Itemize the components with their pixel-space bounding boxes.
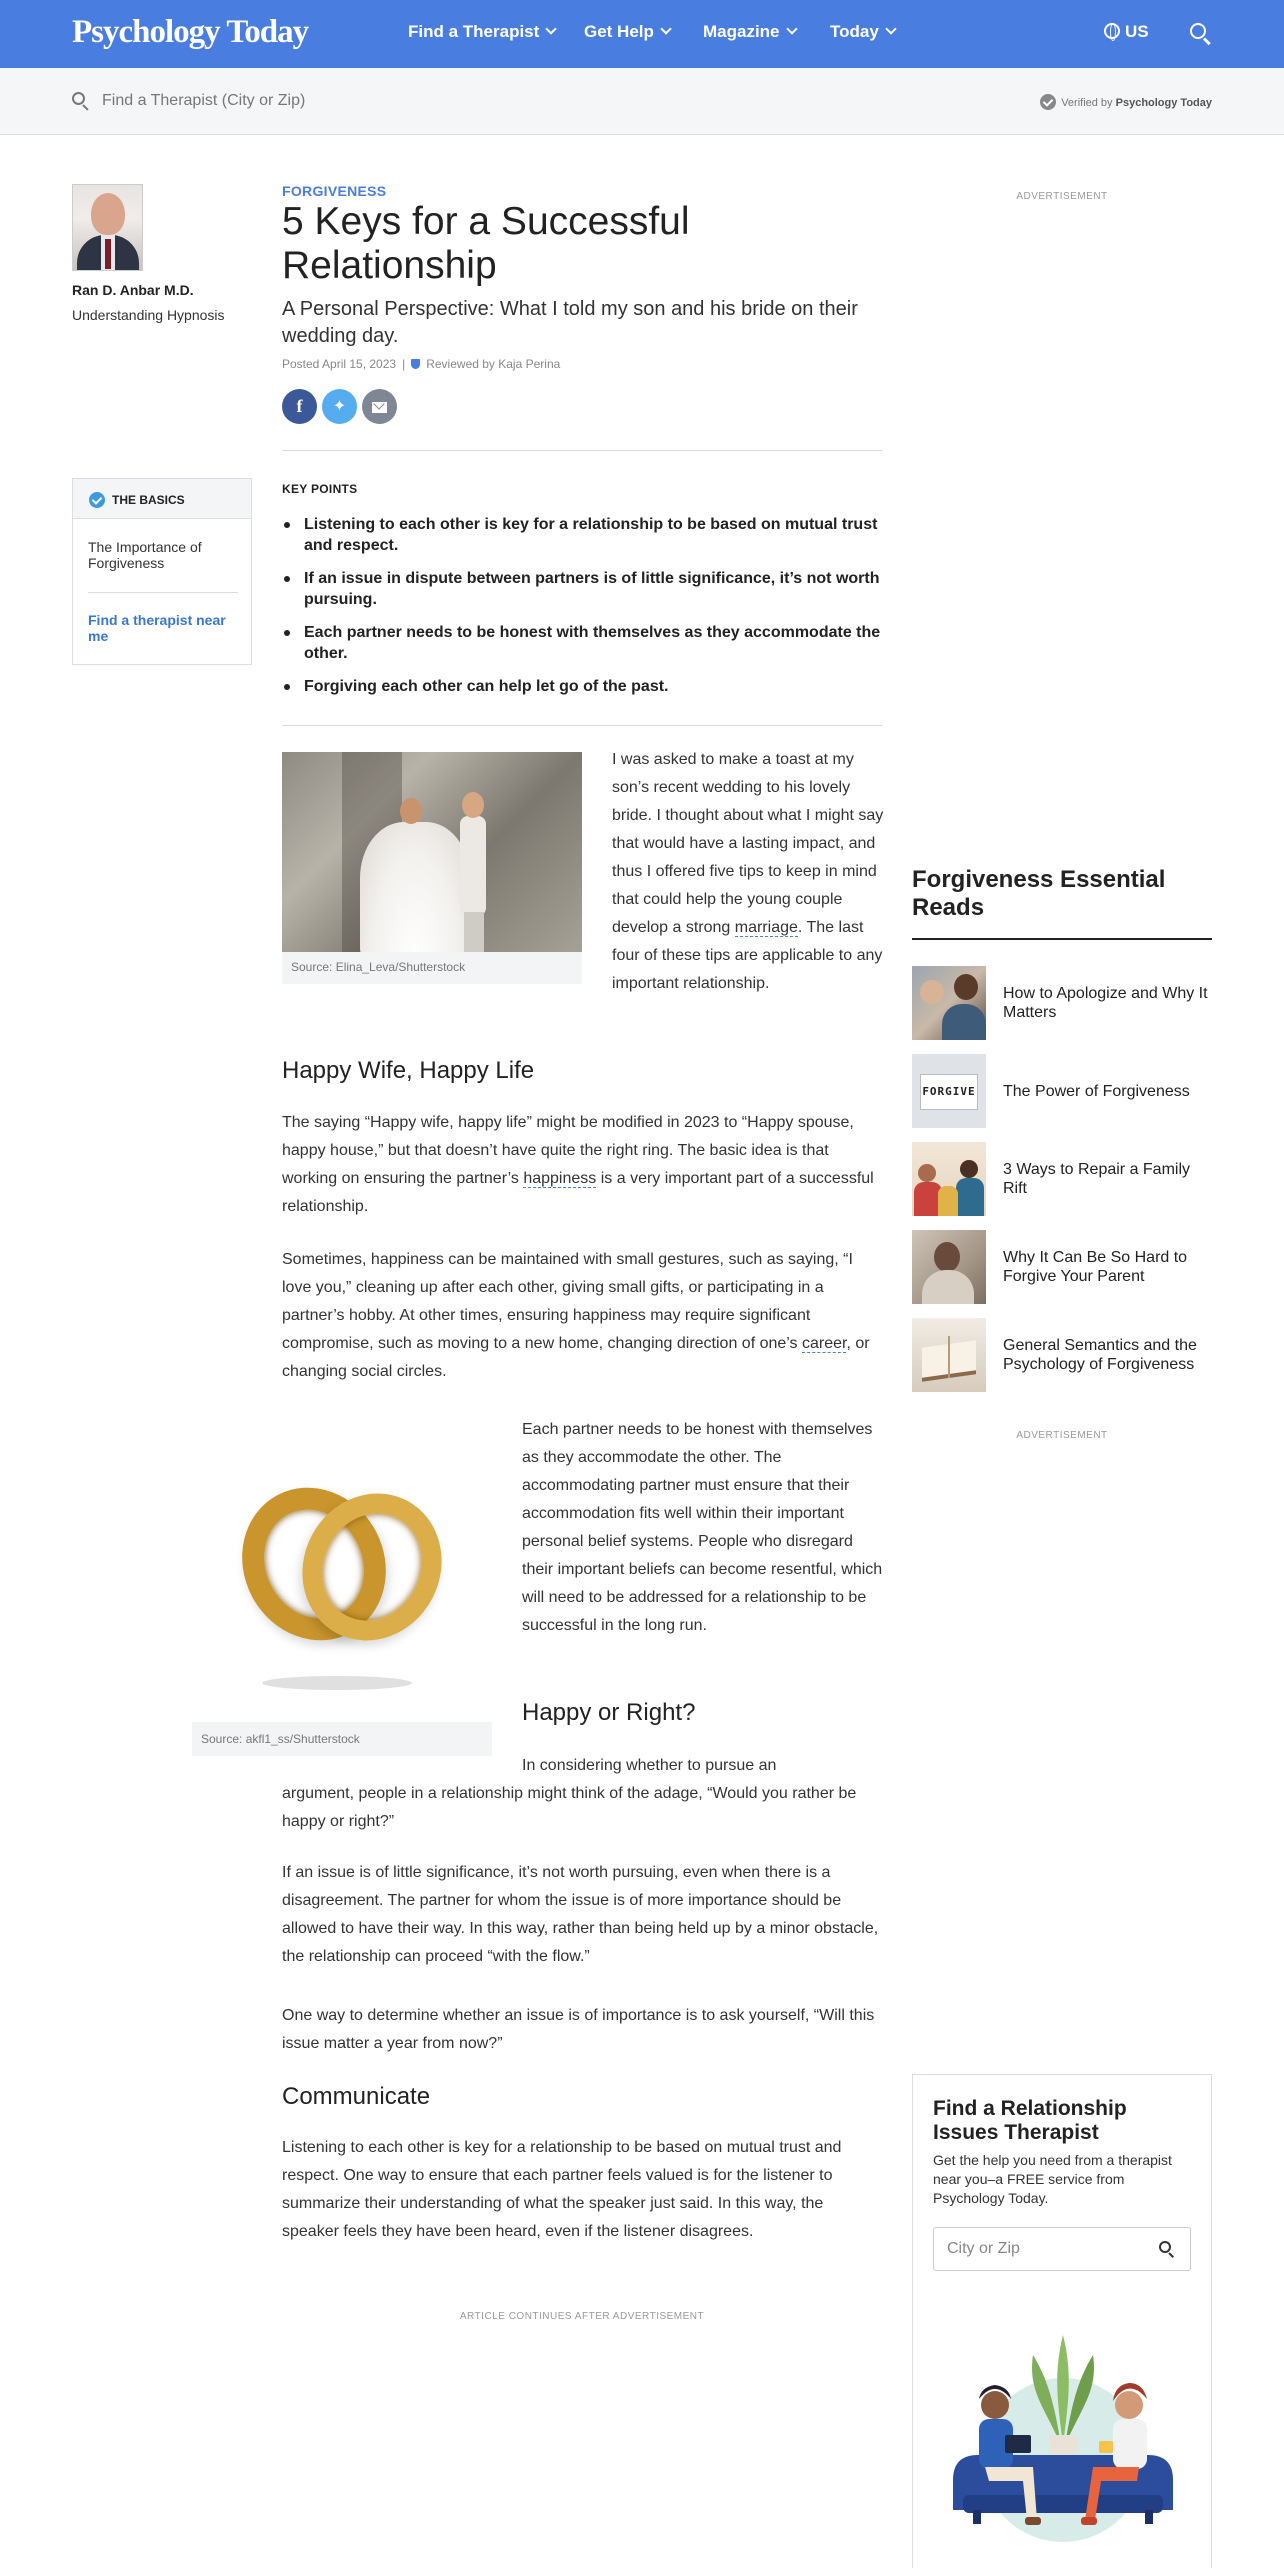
essential-read-item[interactable] <box>912 966 1212 1040</box>
paragraph <box>282 1109 884 1221</box>
forgive-sign-text: FORGIVE <box>920 1074 978 1110</box>
reviewed-by: Reviewed by Kaja Perina <box>426 357 561 371</box>
nav-magazine[interactable] <box>703 22 796 42</box>
divider <box>88 592 238 593</box>
paragraph-line: In considering whether to pursue an <box>522 1757 777 1774</box>
search-icon <box>72 92 90 110</box>
career-link[interactable]: career <box>801 1335 847 1352</box>
text: . The last four of these tips are applicable to any important relationship. <box>612 919 883 992</box>
envelope-icon <box>372 402 387 413</box>
region-label: US <box>1125 22 1149 41</box>
author-blog-name[interactable]: Understanding Hypnosis <box>72 307 225 323</box>
article-thumbnail <box>912 1142 986 1216</box>
region-selector[interactable] <box>1104 22 1149 42</box>
article-topic-link[interactable]: FORGIVENESS <box>282 183 387 199</box>
essential-read-title: Why It Can Be So Hard to Forgive Your Parent <box>1003 1249 1188 1285</box>
paragraph: If an issue is of little significance, it’s not worth pursuing, even when there is a disagreement. The partner for whom the issue is of more importance should be allowed to have their way. In this way, rather than being held up by a minor obstacle, the relationship can proceed “with the flow.” <box>282 1864 879 1965</box>
advertisement-label: ADVERTISEMENT <box>1016 191 1108 202</box>
chevron-down-icon <box>885 23 896 34</box>
nav-get-help[interactable] <box>584 22 670 42</box>
posted-date: Posted April 15, 2023 <box>282 357 397 371</box>
essential-read-title: 3 Ways to Repair a Family Rift <box>1003 1161 1191 1197</box>
meta-separator: | <box>402 357 406 371</box>
twitter-icon: ✦ <box>332 398 347 415</box>
article-title: 5 Keys for a Successful Relationship <box>282 200 690 287</box>
happiness-link[interactable]: happiness <box>523 1170 597 1187</box>
divider <box>282 725 882 726</box>
image-caption: Source: Elina_Leva/Shutterstock <box>282 952 582 984</box>
advertisement-label: ADVERTISEMENT <box>1016 1430 1108 1441</box>
text: Sometimes, happiness can be maintained with small gestures, such as saying, “I love you,” cleaning up after each other, giving small gifts, or participating in a partner’s hobby. At other times, ensuring happiness may require significant compromise, such as moving to a new home, changing direction of one’s <box>282 1251 853 1352</box>
section-heading-happy-wife: Happy Wife, Happy Life <box>282 1057 535 1084</box>
nav-label: Find a Therapist <box>408 22 540 41</box>
paragraph: One way to determine whether an issue is of importance is to ask yourself, “Will this issue matter a year from now?” <box>282 2007 875 2052</box>
text: The saying “Happy wife, happy life” might be modified in 2023 to “Happy spouse, happy house,” but that doesn’t have quite the right ring. The basic idea is that working on ensuring the partner’s <box>282 1114 854 1187</box>
find-therapist-subtitle: Get the help you need from a therapist near you–a FREE service from Psychology Today. <box>933 2152 1172 2206</box>
search-icon[interactable] <box>1159 2241 1175 2257</box>
city-zip-input[interactable] <box>933 2227 1191 2271</box>
article-thumbnail <box>912 1230 986 1304</box>
essential-read-title: How to Apologize and Why It Matters <box>1003 985 1208 1021</box>
divider <box>282 450 882 451</box>
essential-read-item[interactable] <box>912 1142 1212 1216</box>
check-circle-icon <box>1040 94 1056 110</box>
key-point: Each partner needs to be honest with themselves as they accommodate the other. <box>282 622 882 664</box>
shield-icon <box>411 359 420 369</box>
check-circle-icon <box>89 492 105 508</box>
article-thumbnail <box>912 966 986 1040</box>
facebook-share-button[interactable] <box>282 389 317 424</box>
site-logo[interactable]: Psychology Today <box>72 14 309 50</box>
essential-read-item[interactable] <box>912 1318 1212 1392</box>
paragraph: argument, people in a relationship might think of the adage, “Would you rather be happy or right?” <box>282 1785 857 1830</box>
nav-find-therapist[interactable] <box>408 22 555 42</box>
verified-brand: Psychology Today <box>1115 97 1212 109</box>
text: , or changing social circles. <box>282 1335 870 1380</box>
image-caption: Source: akfl1_ss/Shutterstock <box>192 1722 492 1756</box>
divider <box>912 938 1212 940</box>
article-continues-label: ARTICLE CONTINUES AFTER ADVERTISEMENT <box>459 2311 705 2322</box>
therapist-search-input[interactable] <box>102 88 502 114</box>
intro-paragraph <box>612 746 884 998</box>
nav-label: Get Help <box>584 22 654 41</box>
find-therapist-widget <box>912 2074 1212 2568</box>
paragraph: Each partner needs to be honest with themselves as they accommodate the other. The accommodating partner must ensure that their accommodation fits well within their important personal belief systems. People who disregard their important beliefs can become resentful, which will need to be addressed for a relationship to be successful in the long run. <box>522 1421 883 1634</box>
basics-heading <box>73 479 251 519</box>
wedding-rings-image <box>192 1422 492 1722</box>
section-heading-communicate: Communicate <box>282 2083 431 2110</box>
paragraph: Listening to each other is key for a relationship to be based on mutual trust and respect. One way to ensure that each partner feels valued is for the listener to summarize their understanding of what the speaker just said. In this way, the speaker feels they have been heard, even if the listener disagrees. <box>282 2139 842 2240</box>
essential-read-title: The Power of Forgiveness <box>1003 1082 1190 1100</box>
nav-label: Today <box>830 22 879 41</box>
marriage-link[interactable]: marriage <box>734 919 798 936</box>
find-therapist-near-me-link[interactable]: Find a therapist near me <box>88 612 226 644</box>
basics-heading-label: THE BASICS <box>112 493 185 507</box>
nav-label: Magazine <box>703 22 780 41</box>
twitter-share-button[interactable] <box>322 389 357 424</box>
chevron-down-icon <box>786 23 797 34</box>
paragraph <box>282 1246 884 1386</box>
nav-today[interactable] <box>830 22 895 42</box>
text: is a very important part of a successful relationship. <box>282 1170 874 1215</box>
article-meta <box>282 357 560 371</box>
basics-link-forgiveness[interactable]: The Importance of Forgiveness <box>88 539 202 571</box>
author-photo[interactable] <box>72 184 143 271</box>
article-subtitle: A Personal Perspective: What I told my son and his bride on their wedding day. <box>282 298 858 347</box>
text: I was asked to make a toast at my son’s recent wedding to his lovely bride. I thought about what I might say that would have a lasting impact, and thus I offered five tips to keep in mind that could help the young couple develop a strong <box>612 751 884 936</box>
chevron-down-icon <box>660 23 671 34</box>
essential-read-item[interactable] <box>912 1054 1212 1128</box>
author-name[interactable]: Ran D. Anbar M.D. <box>72 282 194 298</box>
section-heading-happy-or-right: Happy or Right? <box>522 1699 696 1726</box>
key-point: Forgiving each other can help let go of the past. <box>282 676 882 697</box>
therapy-session-illustration <box>933 2295 1193 2545</box>
key-point: If an issue in dispute between partners is of little significance, it’s not worth pursuing. <box>282 568 882 610</box>
verified-badge <box>1040 94 1212 110</box>
therapist-search-bar <box>0 68 1284 135</box>
search-icon[interactable] <box>1190 23 1212 45</box>
article-thumbnail <box>912 1318 986 1392</box>
essential-read-title: General Semantics and the Psychology of Forgiveness <box>1003 1337 1197 1373</box>
wedding-couple-image <box>282 752 582 952</box>
top-nav <box>0 0 1284 68</box>
essential-reads-title: Forgiveness Essential Reads <box>912 866 1166 921</box>
facebook-icon: f <box>296 396 303 416</box>
key-point: Listening to each other is key for a relationship to be based on mutual trust and respect. <box>282 514 882 556</box>
key-points-heading: KEY POINTS <box>282 482 358 496</box>
key-points-list <box>282 514 882 709</box>
chevron-down-icon <box>546 23 557 34</box>
article-thumbnail <box>912 1054 986 1128</box>
essential-read-item[interactable] <box>912 1230 1212 1304</box>
email-share-button[interactable] <box>362 389 397 424</box>
verified-prefix: Verified by <box>1061 97 1113 109</box>
globe-icon <box>1104 23 1120 39</box>
find-therapist-title: Find a Relationship Issues Therapist <box>933 2097 1127 2144</box>
the-basics-box <box>72 478 252 665</box>
